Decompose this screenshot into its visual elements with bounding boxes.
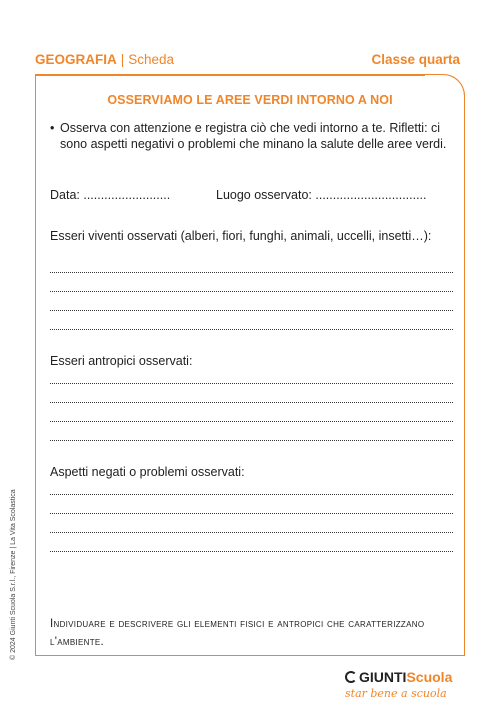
giunti-scuola-logo bbox=[345, 669, 470, 709]
section-living-label: Esseri viventi osservati (alberi, fiori, funghi, animali, uccelli, insetti…): bbox=[50, 229, 432, 243]
bullet-icon: • bbox=[50, 121, 55, 135]
learning-objective: Individuare e descrivere gli elementi fisici e antropici che caratterizzano l'ambiente. bbox=[50, 618, 425, 648]
answer-line[interactable] bbox=[50, 440, 453, 441]
page-header bbox=[35, 52, 460, 72]
logo-brand-main: GIUNTI bbox=[359, 669, 407, 685]
date-place-row bbox=[50, 188, 460, 202]
date-field[interactable]: Data: ......................... bbox=[50, 188, 171, 202]
copyright-text: © 2024 Giunti Scuola S.r.l., Firenze | La Vita Scolastica bbox=[10, 489, 17, 660]
grade-label: Classe quarta bbox=[371, 52, 460, 67]
giunti-g-icon bbox=[345, 671, 357, 683]
answer-line[interactable] bbox=[50, 532, 453, 533]
logo-brand bbox=[345, 669, 452, 685]
instruction bbox=[50, 120, 450, 152]
answer-line[interactable] bbox=[50, 383, 453, 384]
answer-line[interactable] bbox=[50, 421, 453, 422]
answer-line[interactable] bbox=[50, 513, 453, 514]
section-problems-label: Aspetti negati o problemi osservati: bbox=[50, 465, 245, 479]
answer-line[interactable] bbox=[50, 494, 453, 495]
answer-line[interactable] bbox=[50, 272, 453, 273]
logo-brand-accent: Scuola bbox=[406, 669, 453, 685]
instruction-text: Osserva con attenzione e registra ciò che vedi intorno a te. Rifletti: ci sono aspetti negativi o problemi che minano la salute delle aree verdi. bbox=[60, 121, 447, 151]
section-anthropic-label: Esseri antropici osservati: bbox=[50, 354, 193, 368]
answer-line[interactable] bbox=[50, 551, 453, 552]
section-name: Scheda bbox=[128, 52, 175, 67]
header-separator: | bbox=[120, 52, 125, 67]
worksheet-title: OSSERVIAMO LE AREE VERDI INTORNO A NOI bbox=[107, 93, 393, 107]
answer-line[interactable] bbox=[50, 402, 453, 403]
place-field[interactable]: Luogo osservato: ................................ bbox=[216, 188, 427, 202]
subject-name: GEOGRAFIA bbox=[35, 52, 117, 67]
answer-line[interactable] bbox=[50, 329, 453, 330]
answer-line[interactable] bbox=[50, 310, 453, 311]
copyright-vertical bbox=[6, 420, 20, 660]
answer-line[interactable] bbox=[50, 291, 453, 292]
subject-label bbox=[35, 52, 174, 67]
logo-tagline: star bene a scuola bbox=[345, 687, 447, 700]
